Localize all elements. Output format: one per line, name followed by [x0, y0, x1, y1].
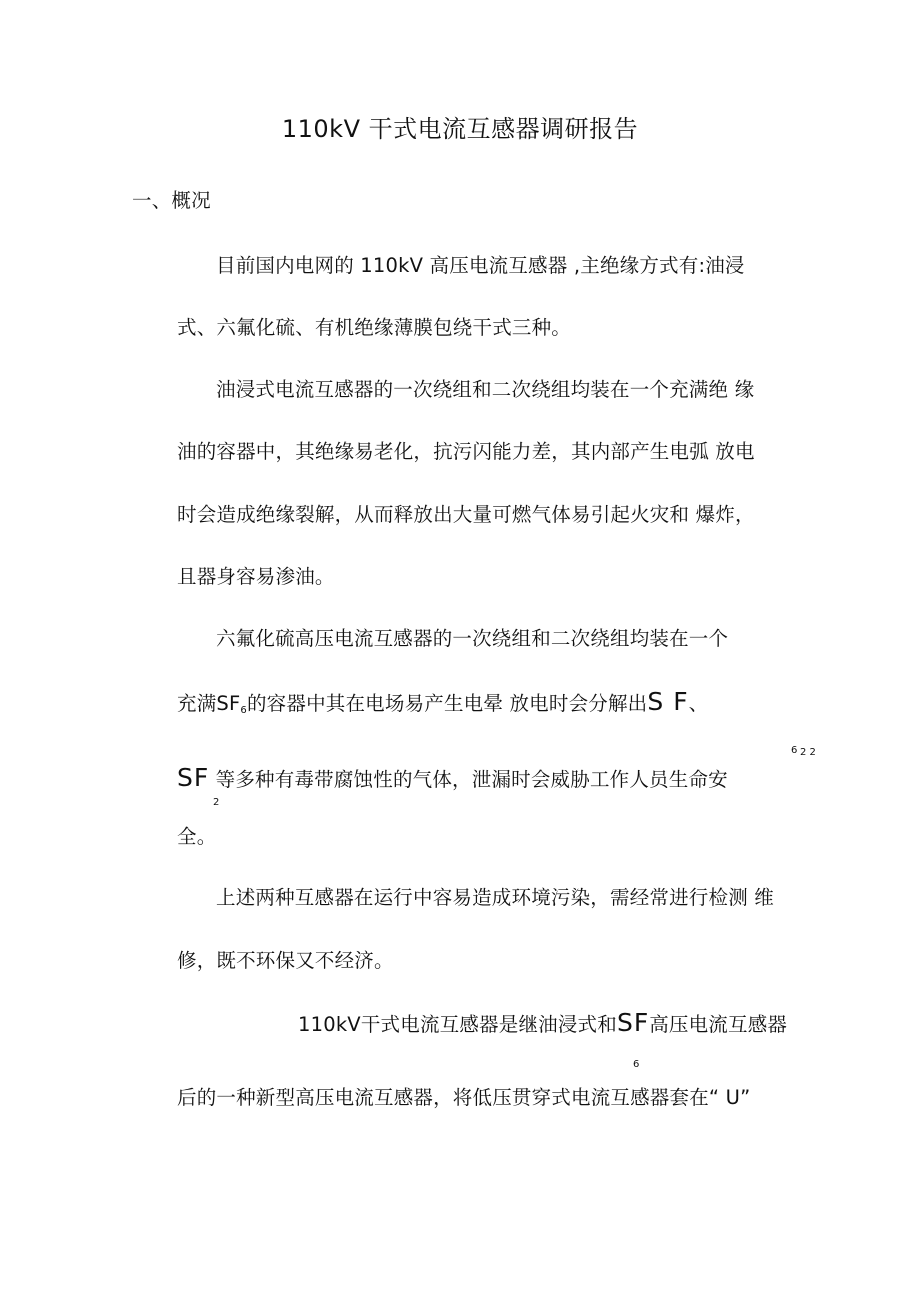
sf-text: 充满SF [177, 692, 241, 715]
section-heading: 一、概况 [132, 189, 211, 212]
paragraph-3-line-2 [177, 687, 709, 720]
paragraph-4-line-1: 上述两种互感器在运行中容易造成环境污染，需经常进行检测 维 [216, 886, 774, 909]
paragraph-3-line-2-body: 的容器中其在电场易产生电晕 放电时会分解出 [246, 692, 648, 715]
paragraph-2-line-2: 油的容器中，其绝缘易老化，抗污闪能力差，其内部产生电弧 放电 [177, 440, 755, 463]
floating-subscript-6-b: 6 [633, 1059, 640, 1070]
sf-formula-text: S F [647, 687, 689, 716]
paragraph-3-line-1: 六氟化硫高压电流互感器的一次绕组和二次绕组均装在一个 [216, 627, 729, 650]
paragraph-2-line-1: 油浸式电流互感器的一次绕组和二次绕组均装在一个充满绝 缘 [216, 378, 755, 401]
paragraph-5-line-1-start: 110kV干式电流互感器是继油浸式和 [298, 1013, 617, 1036]
paragraph-3-line-3-body: 等多种有毒带腐蚀性的气体，泄漏时会威胁工作人员生命安 [209, 768, 728, 791]
floating-subscript-6: 6 [791, 745, 798, 756]
sf-formula-text-2: SF [177, 763, 210, 792]
paragraph-1-line-1: 目前国内电网的 110kV 高压电流互感器 ,主绝缘方式有:油浸 [216, 254, 745, 277]
paragraph-5-line-1-end: 高压电流互感器 [649, 1013, 788, 1036]
subscript-6: 6 [240, 705, 247, 716]
paragraph-4-line-2: 修，既不环保又不经济。 [177, 949, 394, 972]
sf-formula-text-3: SF [616, 1008, 650, 1037]
floating-subscript-2-2: 2 2 [800, 747, 816, 758]
paragraph-1-line-2: 式、六氟化硫、有机绝缘薄膜包绕干式三种。 [177, 316, 572, 339]
paragraph-5-line-2: 后的一种新型高压电流互感器，将低压贯穿式电流互感器套在“ U” [177, 1086, 751, 1109]
enumeration-comma: 、 [688, 692, 709, 715]
paragraph-3-line-4: 全。 [177, 825, 217, 848]
document-title: 110kV 干式电流互感器调研报告 [281, 115, 639, 143]
paragraph-2-line-4: 且器身容易渗油。 [177, 565, 335, 588]
paragraph-3-line-3 [177, 763, 728, 792]
floating-subscript-2: 2 [213, 797, 220, 808]
paragraph-2-line-3: 时会造成绝缘裂解，从而释放出大量可燃气体易引起火灾和 爆炸， [177, 503, 755, 526]
paragraph-5-line-1 [298, 1008, 788, 1037]
